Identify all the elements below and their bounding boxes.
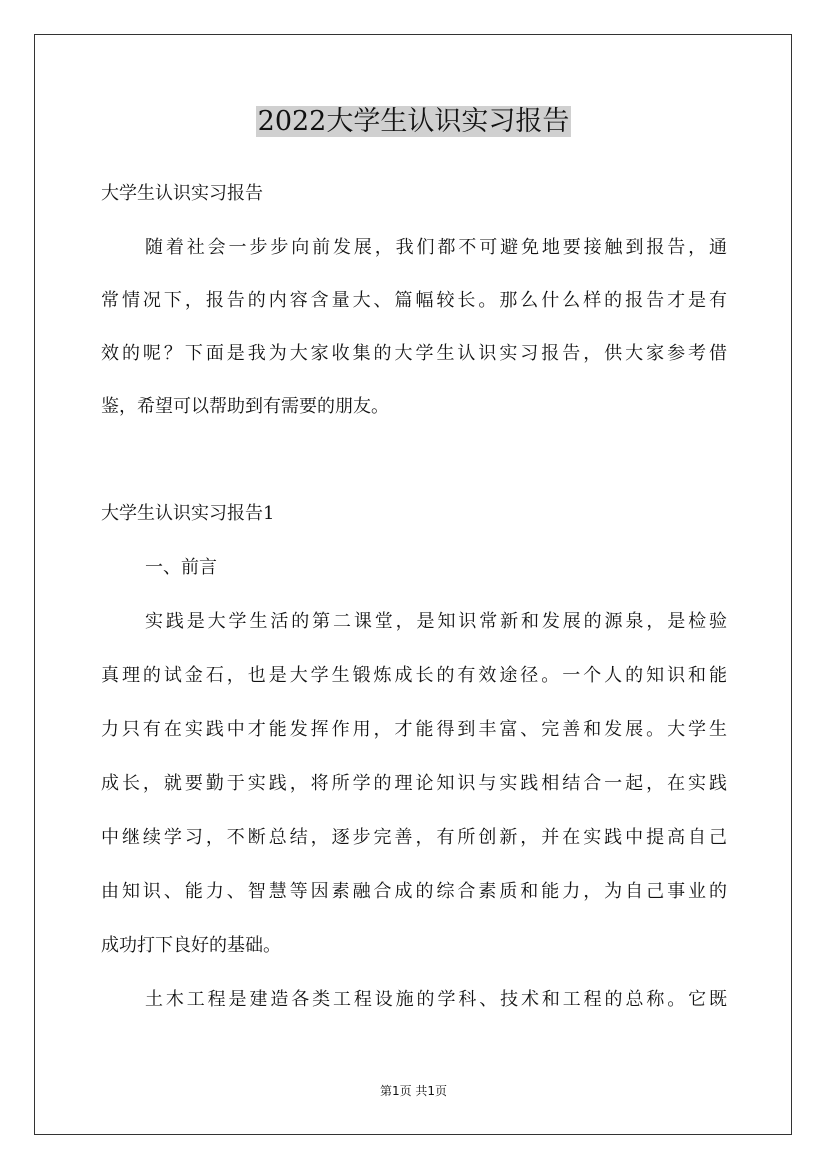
heading: 一、前言	[145, 557, 217, 578]
page-footer: 第1页 共1页	[379, 1084, 448, 1098]
intro-line: 常情况下，报告的内容含量大、篇幅较长。那么什么样的报告才是有	[101, 290, 727, 311]
document-title	[0, 103, 827, 141]
paragraph-line: 由知识、能力、智慧等因素融合成的综合素质和能力，为自己事业的	[101, 881, 727, 902]
paragraph-line: 成功打下良好的基础。	[101, 935, 281, 956]
spacer	[101, 212, 727, 230]
paragraph-line: 力只有在实践中才能发挥作用，才能得到丰富、完善和发展。大学生	[101, 719, 727, 740]
intro-line: 效的呢？下面是我为大家收集的大学生认识实习报告，供大家参考借	[101, 343, 727, 364]
section-title: 大学生认识实习报告1	[101, 503, 275, 524]
paragraph-line: 中继续学习，不断总结，逐步完善，有所创新，并在实践中提高自己	[101, 827, 727, 848]
paragraph-line: 真理的试金石，也是大学生锻炼成长的有效途径。一个人的知识和能	[101, 665, 727, 686]
intro-line: 鉴，希望可以帮助到有需要的朋友。	[101, 396, 389, 417]
paragraph-line: 实践是大学生活的第二课堂，是知识常新和发展的源泉，是检验	[145, 611, 727, 632]
spacer	[101, 425, 727, 496]
subtitle: 大学生认识实习报告	[101, 183, 263, 204]
paragraph-line: 成长，就要勤于实践，将所学的理论知识与实践相结合一起，在实践	[101, 773, 727, 794]
intro-line: 随着社会一步步向前发展，我们都不可避免地要接触到报告，通	[145, 237, 727, 258]
paragraph-line: 土木工程是建造各类工程设施的学科、技术和工程的总称。它既	[145, 989, 727, 1010]
document-body	[101, 175, 727, 1018]
document-title-text: 2022大学生认识实习报告	[257, 106, 570, 137]
